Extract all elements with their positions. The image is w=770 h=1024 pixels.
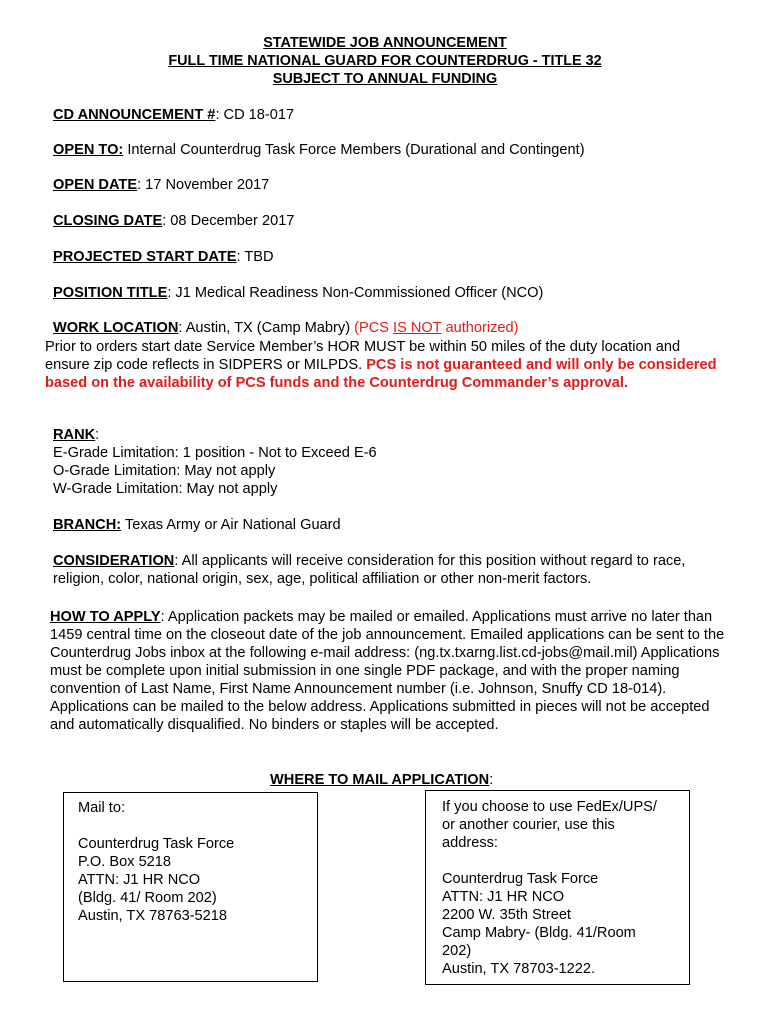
position-title-row <box>53 285 543 301</box>
rank-row <box>53 427 99 443</box>
consideration-paragraph <box>53 552 723 588</box>
mail-address-box <box>63 792 318 982</box>
pcs-close: authorized) <box>441 320 519 336</box>
announcement-value: : CD 18-017 <box>215 107 295 123</box>
courier-intro: If you choose to use FedEx/UPS/ or another courier, use this address: <box>442 799 657 851</box>
work-location-value: : Austin, TX (Camp Mabry) <box>178 320 355 336</box>
work-location-row <box>53 320 519 336</box>
e-grade-limitation: E-Grade Limitation: 1 position - Not to Exceed E-6 <box>53 445 377 461</box>
mail-heading-colon: : <box>489 772 494 788</box>
o-grade-limitation: O-Grade Limitation: May not apply <box>53 463 276 479</box>
start-date-row <box>53 249 274 265</box>
open-to-row <box>53 142 585 158</box>
header-line-1: STATEWIDE JOB ANNOUNCEMENT <box>263 35 507 51</box>
mail-heading: WHERE TO MAIL APPLICATION <box>270 772 490 788</box>
mail-line: (Bldg. 41/ Room 202) <box>78 890 217 906</box>
pcs-warning: PCS is not guaranteed and will only be considered based on the availability of PCS funds and the Counterdrug Commander’s approval. <box>45 357 717 391</box>
how-to-apply-paragraph <box>50 608 725 734</box>
open-date-label: OPEN DATE <box>53 177 138 193</box>
courier-line: 2200 W. 35th Street <box>442 907 571 923</box>
header-line-2: FULL TIME NATIONAL GUARD FOR COUNTERDRUG - TITLE 32 <box>168 53 602 69</box>
branch-value: Texas Army or Air National Guard <box>121 517 341 533</box>
pcs-open: (PCS <box>354 320 394 336</box>
rank-label: RANK <box>53 427 96 443</box>
courier-line: Camp Mabry- (Bldg. 41/Room 202) <box>442 925 636 959</box>
work-location-body <box>45 338 725 392</box>
closing-date-row <box>53 213 294 229</box>
how-to-apply-label: HOW TO APPLY <box>50 609 161 625</box>
consideration-label: CONSIDERATION <box>53 553 175 569</box>
consideration-value: : All applicants will receive consideration for this position without regard to race, religion, color, national origin, sex, age, political affiliation or other non-merit factors. <box>53 553 686 587</box>
work-location-body-text: Prior to orders start date Service Member’s HOR MUST be within 50 miles of the duty location and ensure zip code reflects in SIDPERS or MILPDS. <box>45 339 681 373</box>
rank-colon: : <box>95 427 100 443</box>
open-to-label: OPEN TO: <box>53 142 124 158</box>
start-date-value: : TBD <box>236 249 274 265</box>
branch-row <box>53 517 341 533</box>
closing-date-label: CLOSING DATE <box>53 213 163 229</box>
start-date-label: PROJECTED START DATE <box>53 249 237 265</box>
mail-line: ATTN: J1 HR NCO <box>78 872 201 888</box>
position-title-label: POSITION TITLE <box>53 285 168 301</box>
mail-line: P.O. Box 5218 <box>78 854 172 870</box>
work-location-label: WORK LOCATION <box>53 320 179 336</box>
courier-line: Counterdrug Task Force <box>442 871 599 887</box>
open-date-row <box>53 177 269 193</box>
position-title-value: : J1 Medical Readiness Non-Commissioned Officer (NCO) <box>167 285 544 301</box>
mail-heading-row <box>270 772 493 788</box>
mail-line: Austin, TX 78763-5218 <box>78 908 228 924</box>
courier-line: ATTN: J1 HR NCO <box>442 889 565 905</box>
w-grade-limitation: W-Grade Limitation: May not apply <box>53 481 278 497</box>
announcement-row <box>53 107 294 123</box>
open-to-value: Internal Counterdrug Task Force Members (Durational and Contingent) <box>123 142 585 158</box>
courier-address-box <box>425 790 690 985</box>
header-line-3: SUBJECT TO ANNUAL FUNDING <box>272 71 498 87</box>
open-date-value: : 17 November 2017 <box>137 177 270 193</box>
announcement-label: CD ANNOUNCEMENT # <box>53 107 216 123</box>
mail-line: Counterdrug Task Force <box>78 836 235 852</box>
how-to-apply-value: : Application packets may be mailed or emailed. Applications must arrive no later than 1459 central time on the closeout date of the job announcement. Emailed applications can be sent to the Counterdrug Jobs inbox at the following e-mail address: (ng.tx.txarng.list.cd-jobs@mail.mil) Applications must be complete upon initial submission in one single PDF package, and with the proper naming convention of Last Name, First Name Announcement number (i.e. Johnson, Snuffy CD 18-014). Applications can be mailed to the below address. Applications submitted in pieces will not be accepted and automatically disqualified. No binders or staples will be accepted. <box>50 609 725 733</box>
courier-line: Austin, TX 78703-1222. <box>442 961 596 977</box>
closing-date-value: : 08 December 2017 <box>162 213 295 229</box>
branch-label: BRANCH: <box>53 517 122 533</box>
pcs-is-not: IS NOT <box>393 320 442 336</box>
mail-intro: Mail to: <box>78 800 126 816</box>
